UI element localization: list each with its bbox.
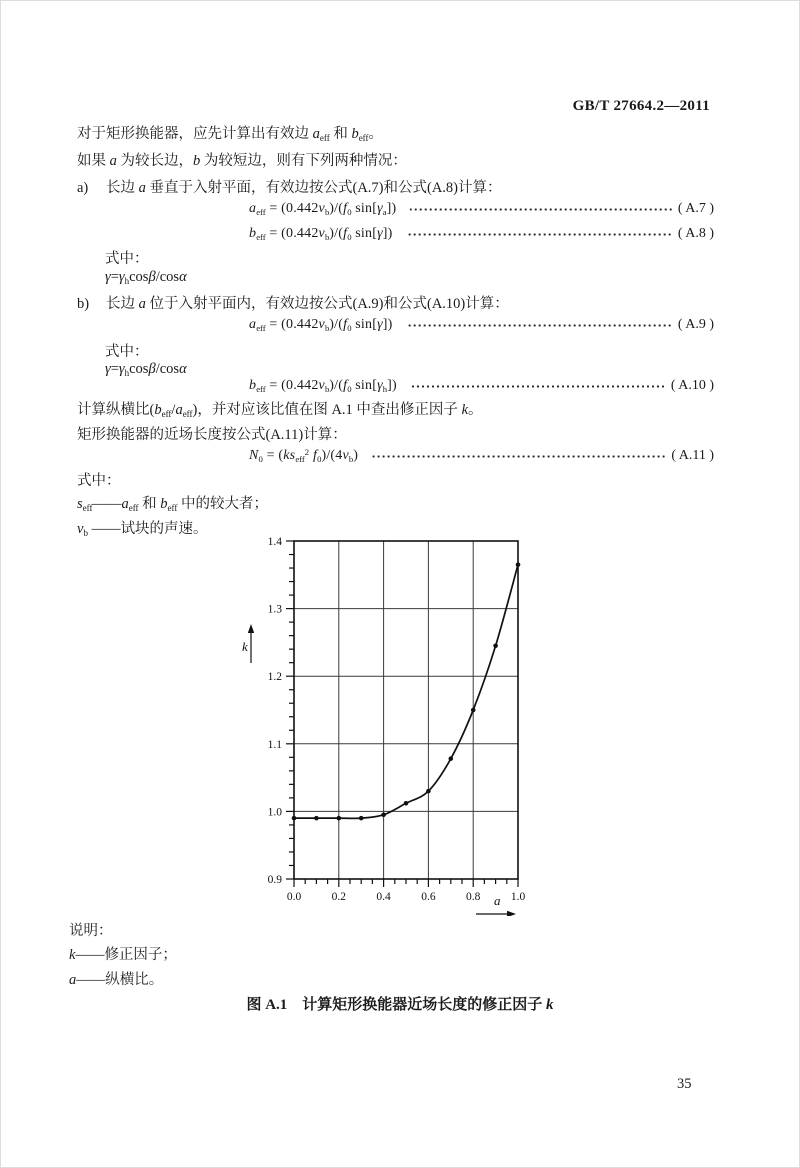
dot-leader [411,385,665,388]
svg-text:1.0: 1.0 [267,806,282,819]
dot-leader [407,233,672,236]
svg-text:1.2: 1.2 [267,671,282,684]
svg-text:1.1: 1.1 [267,738,282,751]
svg-text:1.0: 1.0 [510,891,526,903]
equation-number: ( A.10 ) [670,378,714,393]
equation-number: ( A.7 ) [677,201,714,216]
where-label: 式中： [105,344,149,360]
list-item-marker: b) [77,296,90,312]
page-number: 35 [677,1076,692,1092]
equation-a11 [249,448,714,464]
chart-svg [231,536,561,916]
svg-text:0.2: 0.2 [331,891,346,903]
standard-number-header: GB/T 27664.2—2011 [572,98,710,114]
symbol-definition: vb ——试块的声速。 [77,521,208,538]
body-paragraph: 对于矩形换能器，应先计算出有效边 aeff 和 beff。 [77,126,383,143]
svg-text:0.6: 0.6 [421,891,436,903]
equation-a7 [249,201,714,217]
body-paragraph: 矩形换能器的近场长度按公式(A.11)计算： [77,427,347,443]
equation-a9 [249,317,714,333]
dot-leader [372,455,665,458]
note-k: k——修正因子； [69,947,177,963]
svg-text:0.9: 0.9 [267,874,282,886]
gamma-equation: γ=γhcosβ/cosα [105,269,187,286]
body-paragraph: 如果 a 为较长边，b 为较短边，则有下列两种情况： [77,153,407,169]
list-item-b [77,295,509,314]
figure-a1-chart [231,536,561,916]
svg-text:1.4: 1.4 [267,536,282,548]
svg-text:0.8: 0.8 [466,891,481,903]
equation-expression: beff = (0.442vb)/(f0 sin[γ]) [249,226,393,242]
equation-a10 [249,378,714,394]
equation-number: ( A.9 ) [677,317,714,332]
svg-text:0.4: 0.4 [376,891,391,903]
notes-heading: 说明： [69,923,113,939]
svg-text:0.0: 0.0 [286,891,302,903]
svg-text:k: k [242,639,248,654]
note-a: a——纵横比。 [69,972,164,988]
equation-expression: N0 = (kseff$^2$ f0)/(4vb) [249,447,359,464]
figure-caption: 图 A.1 计算矩形换能器近场长度的修正因子 k [246,997,554,1013]
where-label: 式中： [105,251,149,267]
body-paragraph: 计算纵横比(beff/aeff)，并对应该比值在图 A.1 中查出修正因子 k。 [77,402,483,419]
where-label: 式中： [77,473,121,489]
list-item-marker: a) [77,180,89,196]
equation-expression: beff = (0.442vb)/(f0 sin[γh]) [249,378,397,394]
equation-number: ( A.11 ) [671,448,714,463]
svg-text:a: a [494,893,501,908]
equation-expression: aeff = (0.442vb)/(f0 sin[γ]) [249,317,393,333]
equation-number: ( A.8 ) [677,226,714,241]
gamma-equation: γ=γhcosβ/cosα [105,361,187,378]
list-item-text: 长边 a 位于入射平面内，有效边按公式(A.9)和公式(A.10)计算： [106,296,509,312]
equation-expression: aeff = (0.442vb)/(f0 sin[γa]) [249,201,397,217]
svg-text:1.3: 1.3 [267,603,282,616]
equation-a8 [249,226,714,242]
dot-leader [407,324,672,327]
dot-leader [410,208,671,211]
symbol-definition: seff——aeff 和 beff 中的较大者； [77,496,268,513]
list-item-text: 长边 a 垂直于入射平面，有效边按公式(A.7)和公式(A.8)计算： [106,180,502,196]
list-item-a [77,179,502,198]
